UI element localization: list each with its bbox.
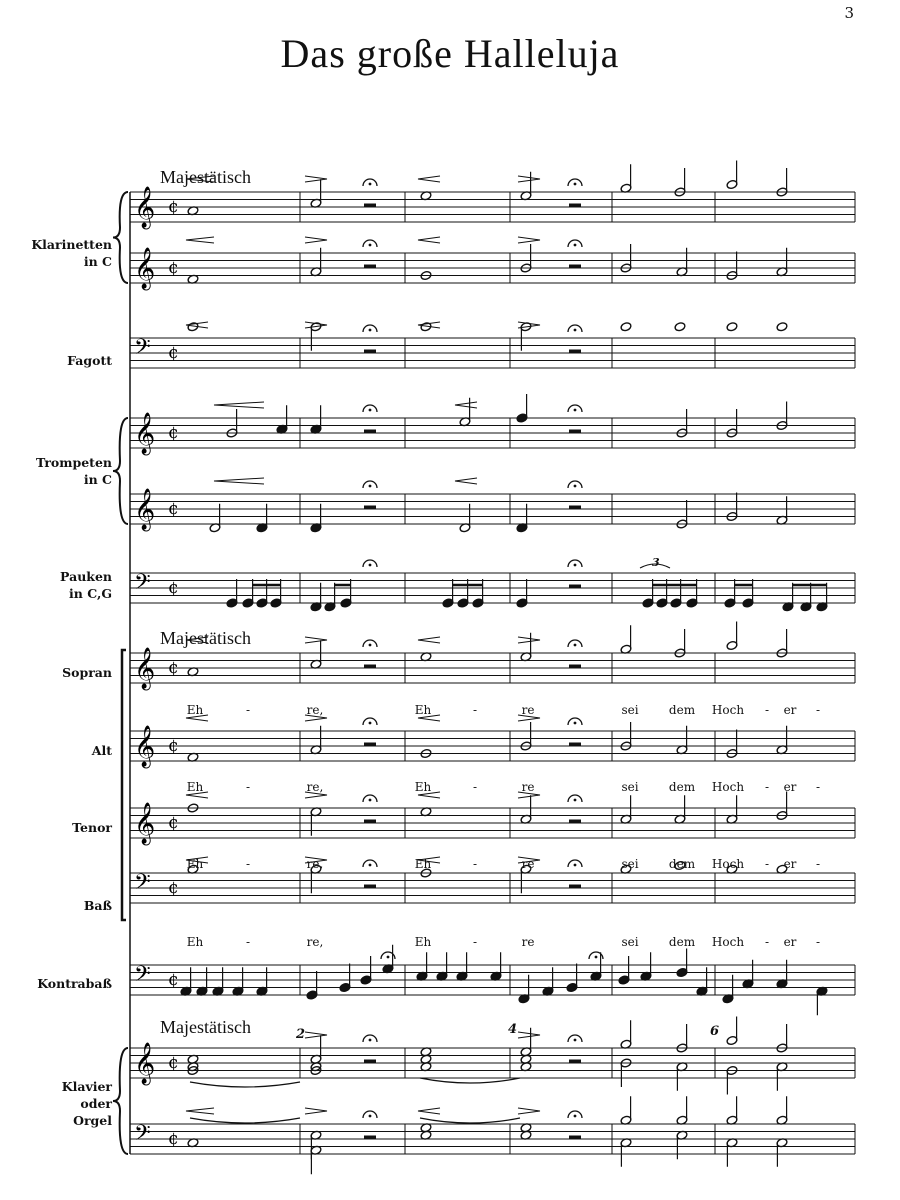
crescendo-trumpet-2: [455, 478, 477, 484]
lyric-bass-9: -: [764, 935, 770, 949]
fermata-dot-trumpet-1: [369, 409, 372, 412]
note-bassoon: [674, 322, 686, 332]
half-rest-keyboard-bass: [364, 1136, 376, 1140]
crescendo-alto: [418, 715, 440, 721]
tie-keyboard-bass: [420, 1118, 520, 1123]
label-tenor: Tenor: [72, 820, 112, 835]
trumpet-1-clef: 𝄞: [134, 413, 156, 454]
decrescendo-keyboard-treble: [305, 1032, 327, 1038]
lyric-soprano-7: dem: [668, 703, 696, 717]
fermata-dot-trumpet-2: [369, 485, 372, 488]
lyric-soprano-5: re: [521, 703, 535, 717]
half-rest-trumpet-1: [364, 430, 376, 434]
half-rest-keyboard-treble: [569, 1060, 581, 1064]
trumpet-2-time-signature: ¢: [168, 499, 179, 519]
keyboard-treble-clef: 𝄞: [134, 1043, 156, 1084]
lyric-soprano-9: -: [764, 703, 770, 717]
crescendo-alto: [186, 715, 208, 721]
decrescendo-clarinet-1: [518, 176, 540, 182]
label-timpani-text: Pauken in C,G: [60, 569, 112, 601]
lyric-soprano-3: Eh: [414, 703, 432, 717]
measure-number-4: 4: [508, 1022, 518, 1037]
brace-keyboard: [113, 1048, 128, 1154]
fermata-dot-double-bass: [595, 956, 598, 959]
fermata-dot-clarinet-2: [369, 244, 372, 247]
decrescendo-clarinet-1: [305, 176, 327, 182]
fermata-dot-timpani: [574, 564, 577, 567]
lyric-bass-10: er: [783, 935, 797, 949]
fermata-dot-soprano: [369, 644, 372, 647]
lyric-tenor-11: -: [815, 857, 821, 871]
half-rest-timpani: [569, 585, 581, 589]
half-rest-soprano: [569, 665, 581, 669]
crescendo-trumpet-2: [214, 478, 264, 484]
half-rest-bass: [364, 885, 376, 889]
lyric-soprano-6: sei: [621, 703, 639, 717]
crescendo-clarinet-2: [418, 237, 440, 243]
lyric-alto-6: sei: [621, 780, 639, 794]
label-trumpets-text: Trompeten in C: [35, 455, 112, 487]
lyric-tenor-3: Eh: [414, 857, 432, 871]
timpani-time-signature: ¢: [168, 578, 179, 598]
fermata-dot-keyboard-treble: [369, 1039, 372, 1042]
lyric-alto-4: -: [472, 780, 478, 794]
half-rest-clarinet-1: [364, 204, 376, 208]
decrescendo-tenor: [518, 792, 540, 798]
crescendo-bass: [186, 857, 208, 863]
tempo-marking-keyboard: Majestätisch: [160, 1017, 251, 1037]
clarinet-2-time-signature: ¢: [168, 258, 179, 278]
half-rest-alto: [364, 743, 376, 747]
fermata-dot-clarinet-1: [369, 183, 372, 186]
label-bassoon: Fagott: [67, 353, 112, 368]
fermata-dot-alto: [574, 722, 577, 725]
tie-keyboard-bass: [190, 1118, 300, 1123]
brace-clarinets: [113, 192, 128, 283]
decrescendo-bass: [518, 857, 540, 863]
lyric-bass-0: Eh: [186, 935, 204, 949]
lyric-tenor-10: er: [783, 857, 797, 871]
half-rest-clarinet-1: [569, 204, 581, 208]
tenor-time-signature: ¢: [168, 813, 179, 833]
half-rest-trumpet-1: [569, 430, 581, 434]
fermata-dot-keyboard-bass: [574, 1115, 577, 1118]
lyric-bass-8: Hoch: [711, 935, 745, 949]
bassoon-clef: 𝄢: [134, 335, 151, 365]
fermata-dot-alto: [369, 722, 372, 725]
lyric-soprano-1: -: [245, 703, 251, 717]
score-title: Das große Halleluja: [280, 31, 620, 76]
fermata-dot-clarinet-1: [574, 183, 577, 186]
tempo-marking-choir: Majestätisch: [160, 628, 251, 648]
half-rest-bassoon: [569, 350, 581, 354]
decrescendo-keyboard-treble: [518, 1032, 540, 1038]
fermata-dot-tenor: [369, 799, 372, 802]
crescendo-tenor: [418, 792, 440, 798]
timpani-clef: 𝄢: [134, 570, 151, 600]
lyric-alto-7: dem: [668, 780, 696, 794]
tie-keyboard-treble: [420, 1078, 520, 1083]
half-rest-keyboard-bass: [569, 1136, 581, 1140]
page-number: 3: [844, 4, 854, 22]
alto-clef: 𝄞: [134, 726, 156, 767]
half-rest-tenor: [569, 820, 581, 824]
lyric-tenor-2: re,: [306, 857, 324, 871]
clarinet-2-clef: 𝄞: [134, 248, 156, 289]
lyric-bass-1: -: [245, 935, 251, 949]
half-rest-soprano: [364, 665, 376, 669]
fermata-dot-bassoon: [369, 329, 372, 332]
label-soprano: Sopran: [62, 665, 112, 680]
tie-keyboard-treble: [190, 1082, 300, 1087]
lyric-tenor-1: -: [245, 857, 251, 871]
clarinet-1-time-signature: ¢: [168, 197, 179, 217]
soprano-time-signature: ¢: [168, 658, 179, 678]
crescendo-trumpet-1: [455, 402, 477, 408]
brace-trumpets: [113, 418, 128, 524]
lyric-bass-11: -: [815, 935, 821, 949]
alto-time-signature: ¢: [168, 736, 179, 756]
bassoon-time-signature: ¢: [168, 343, 179, 363]
lyric-alto-10: er: [783, 780, 797, 794]
lyric-bass-2: re,: [306, 935, 324, 949]
tenor-clef: 𝄞: [134, 803, 156, 844]
lyric-alto-2: re,: [306, 780, 324, 794]
note-bassoon: [776, 322, 788, 332]
crescendo-keyboard-bass: [186, 1108, 214, 1114]
lyric-tenor-5: re: [521, 857, 535, 871]
fermata-dot-trumpet-2: [574, 485, 577, 488]
fermata-dot-soprano: [574, 644, 577, 647]
note-bass: [674, 860, 686, 870]
soprano-clef: 𝄞: [134, 648, 156, 689]
trumpet-2-clef: 𝄞: [134, 489, 156, 530]
decrescendo-alto: [518, 715, 540, 721]
half-rest-keyboard-treble: [364, 1060, 376, 1064]
lyric-bass-4: -: [472, 935, 478, 949]
bass-time-signature: ¢: [168, 878, 179, 898]
half-rest-trumpet-2: [364, 506, 376, 510]
lyric-alto-0: Eh: [186, 780, 204, 794]
lyric-soprano-8: Hoch: [711, 703, 745, 717]
fermata-dot-timpani: [369, 564, 372, 567]
decrescendo-tenor: [305, 792, 327, 798]
keyboard-bass-clef: 𝄢: [134, 1121, 151, 1151]
half-rest-clarinet-2: [569, 265, 581, 269]
crescendo-bass: [418, 857, 440, 863]
double-bass-time-signature: ¢: [168, 970, 179, 990]
lyric-alto-9: -: [764, 780, 770, 794]
keyboard-bass-time-signature: ¢: [168, 1129, 179, 1149]
decrescendo-bass: [305, 857, 327, 863]
lyric-alto-11: -: [815, 780, 821, 794]
decrescendo-clarinet-2: [518, 237, 540, 243]
measure-number-6: 6: [710, 1024, 720, 1039]
crescendo-keyboard-bass: [418, 1108, 440, 1114]
lyric-soprano-11: -: [815, 703, 821, 717]
lyric-tenor-7: dem: [668, 857, 696, 871]
note-bassoon: [620, 322, 632, 332]
lyric-soprano-10: er: [783, 703, 797, 717]
lyric-soprano-4: -: [472, 703, 478, 717]
crescendo-tenor: [186, 792, 208, 798]
tuplet-bracket-timpani: [640, 564, 670, 568]
half-rest-bassoon: [364, 350, 376, 354]
label-double-bass: Kontrabaß: [37, 976, 112, 991]
bracket-choir: [122, 650, 126, 920]
fermata-dot-bass: [369, 864, 372, 867]
label-bass: Baß: [83, 898, 112, 913]
lyric-bass-3: Eh: [414, 935, 432, 949]
fermata-dot-keyboard-bass: [369, 1115, 372, 1118]
double-bass-clef: 𝄢: [134, 962, 151, 992]
lyric-bass-7: dem: [668, 935, 696, 949]
crescendo-clarinet-1: [186, 176, 214, 182]
half-rest-tenor: [364, 820, 376, 824]
half-rest-alto: [569, 743, 581, 747]
lyric-tenor-6: sei: [621, 857, 639, 871]
crescendo-trumpet-1: [214, 402, 264, 408]
lyric-alto-3: Eh: [414, 780, 432, 794]
decrescendo-soprano: [305, 637, 327, 643]
measure-number-2: 2: [296, 1027, 306, 1042]
lyric-bass-5: re: [521, 935, 535, 949]
decrescendo-soprano: [518, 637, 540, 643]
trumpet-1-time-signature: ¢: [168, 423, 179, 443]
fermata-dot-double-bass: [387, 956, 390, 959]
lyric-tenor-0: Eh: [186, 857, 204, 871]
lyric-soprano-2: re,: [306, 703, 324, 717]
tempo-marking-orchestra: Majestätisch: [160, 167, 251, 187]
lyric-alto-5: re: [521, 780, 535, 794]
label-keyboard-text: Klavier oder Orgel: [61, 1079, 112, 1128]
fermata-dot-bassoon: [574, 329, 577, 332]
fermata-dot-keyboard-treble: [574, 1039, 577, 1042]
decrescendo-alto: [305, 715, 327, 721]
half-rest-clarinet-2: [364, 265, 376, 269]
bass-clef: 𝄢: [134, 870, 151, 900]
crescendo-clarinet-2: [186, 237, 214, 243]
lyric-bass-6: sei: [621, 935, 639, 949]
lyric-tenor-4: -: [472, 857, 478, 871]
lyric-tenor-8: Hoch: [711, 857, 745, 871]
note-bassoon: [726, 322, 738, 332]
tuplet-number: 3: [652, 556, 660, 569]
keyboard-treble-time-signature: ¢: [168, 1053, 179, 1073]
half-rest-trumpet-2: [569, 506, 581, 510]
label-alto: Alt: [91, 743, 112, 758]
label-clarinets-text: Klarinetten in C: [31, 237, 112, 269]
lyric-alto-1: -: [245, 780, 251, 794]
decrescendo-keyboard-bass: [305, 1108, 327, 1114]
fermata-dot-tenor: [574, 799, 577, 802]
crescendo-soprano: [186, 637, 208, 643]
fermata-dot-trumpet-1: [574, 409, 577, 412]
clarinet-1-clef: 𝄞: [134, 187, 156, 228]
lyric-alto-8: Hoch: [711, 780, 745, 794]
decrescendo-keyboard-bass: [518, 1108, 540, 1114]
lyric-tenor-9: -: [764, 857, 770, 871]
half-rest-bass: [569, 885, 581, 889]
decrescendo-clarinet-2: [305, 237, 327, 243]
crescendo-soprano: [418, 637, 440, 643]
lyric-soprano-0: Eh: [186, 703, 204, 717]
fermata-dot-clarinet-2: [574, 244, 577, 247]
crescendo-clarinet-1: [418, 176, 440, 182]
fermata-dot-bass: [574, 864, 577, 867]
